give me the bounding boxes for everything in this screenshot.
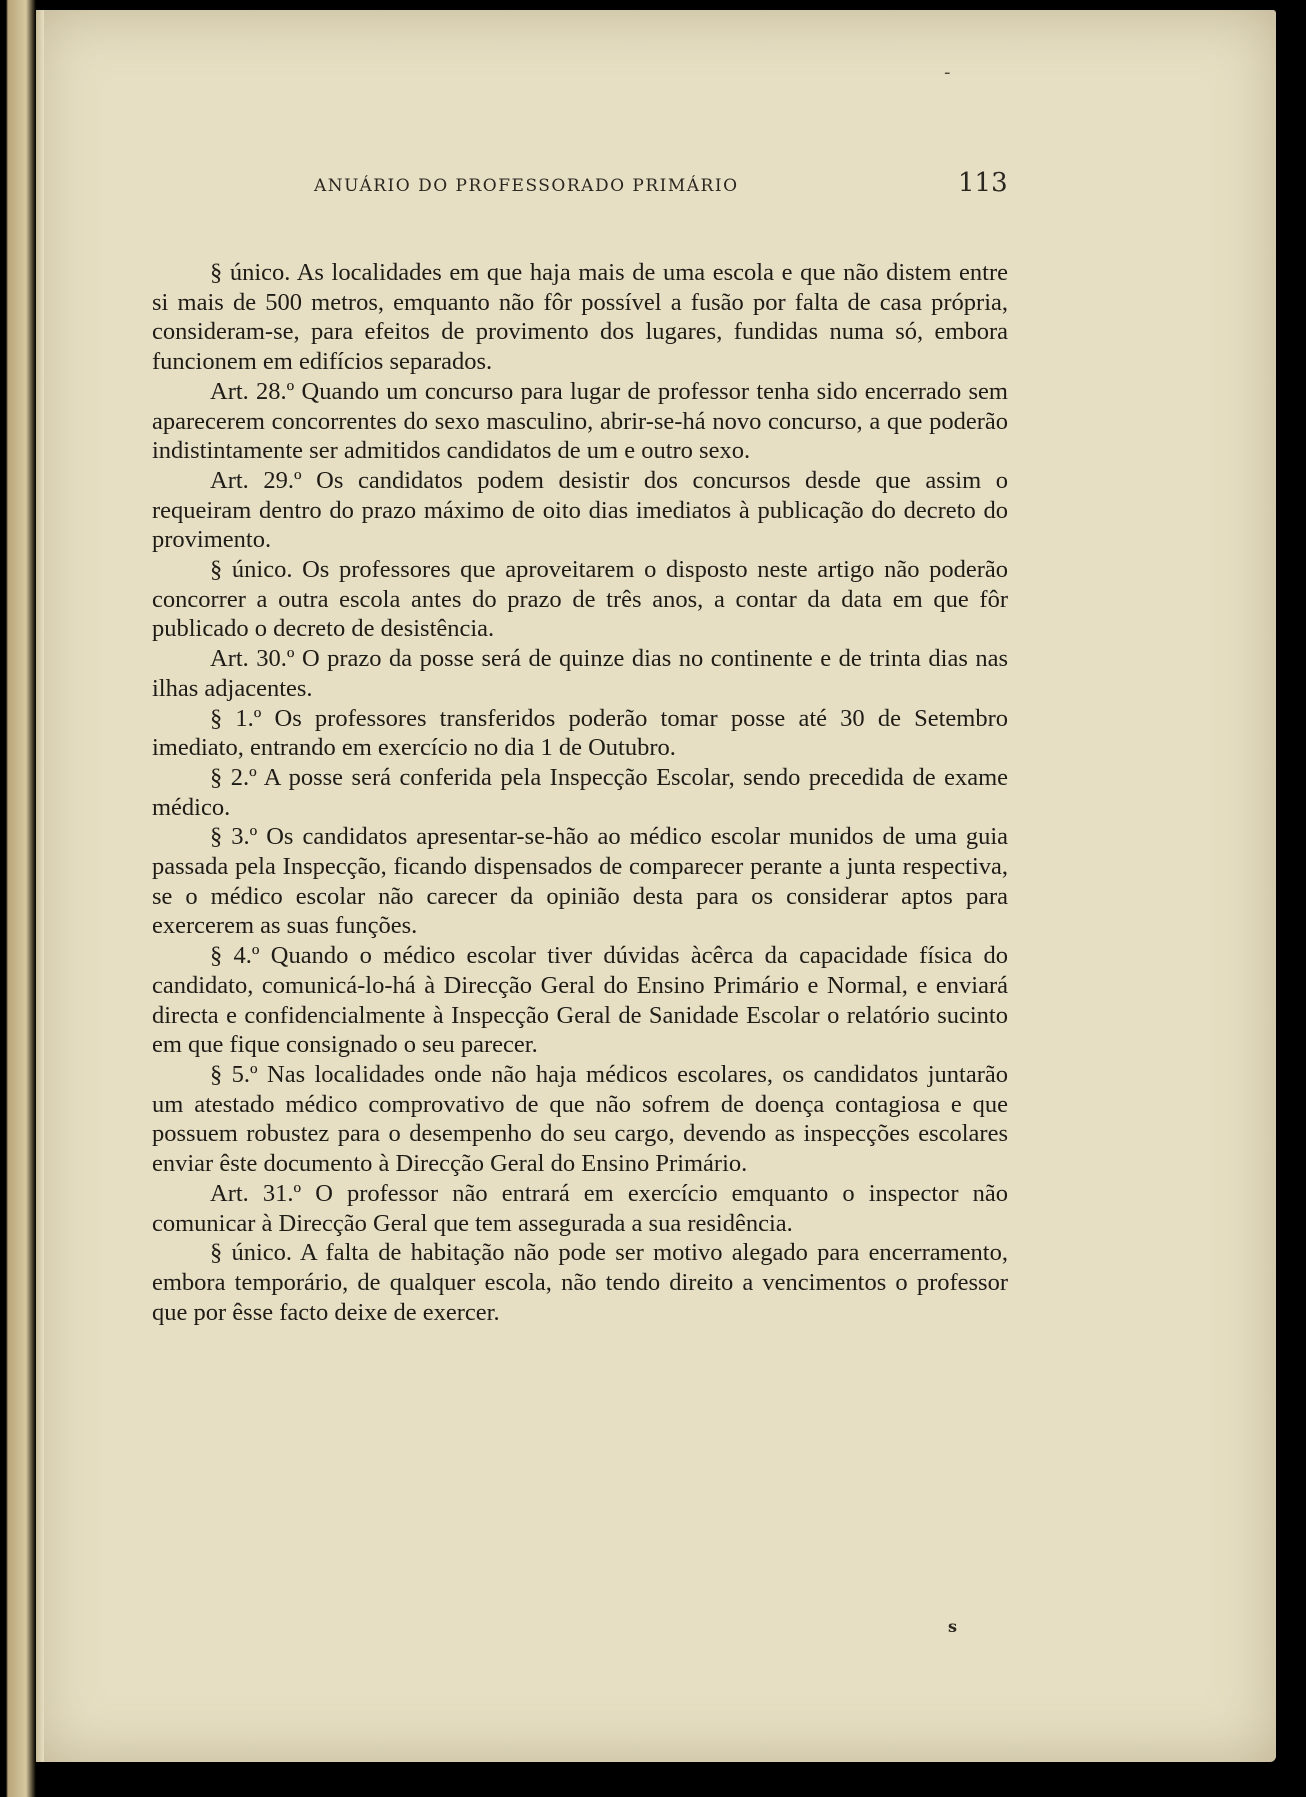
running-title: ANUÁRIO DO PROFESSORADO PRIMÁRIO: [314, 176, 739, 196]
paragraph-sec-3: § 3.º Os candidatos apresentar-se-hão ao médico escolar munidos de uma guia passada pela Inspecção, ficando dispensados de comparecer perante a junta respectiva, se o médico escolar não carecer da opinião desta para os considerar aptos para exercerem as suas funções.: [152, 823, 1008, 940]
page-number: 113: [958, 168, 1008, 198]
paragraph-unico-localidades: § único. As localidades em que haja mais de uma escola e que não distem entre si mais de 500 metros, emquanto não fôr possível a fusão por falta de casa própria, consideram-se, para efeitos de provimento dos lugares, fundidas numa só, embora funcionem em edifícios separados.: [152, 259, 1008, 376]
book-spine-edge: [0, 0, 36, 1797]
paragraph-sec-1: § 1.º Os professores transferidos poderão tomar posse até 30 de Setembro imediato, entrando em exercício no dia 1 de Outubro.: [152, 704, 1008, 762]
paragraph-art-30: Art. 30.º O prazo da posse será de quinze dias no continente e de trinta dias nas ilhas adjacentes.: [152, 645, 1008, 702]
stray-mark-top: -: [944, 62, 951, 83]
paragraph-sec-4: § 4.º Quando o médico escolar tiver dúvidas àcêrca da capacidade física do candidato, comunicá-lo-há à Direcção Geral do Ensino Primário e Normal, e enviará directa e confidencialmente à Inspecção Geral de Sanidade Escolar o relatório sucinto em que fique consignado o seu parecer.: [152, 942, 1008, 1059]
paragraph-art-28: Art. 28.º Quando um concurso para lugar de professor tenha sido encerrado sem aparecerem concorrentes do sexo masculino, abrir-se-há novo concurso, a que poderão indistintamente ser admitidos candidatos de um e outro sexo.: [152, 377, 1008, 465]
paragraph-sec-5: § 5.º Nas localidades onde não haja médicos escolares, os candidatos juntarão um atestado médico comprovativo de que não sofrem de doença contagiosa e que possuem robustez para o desempenho do seu cargo, devendo as inspecções escolares enviar êste documento à Direcção Geral do Ensino Primário.: [152, 1060, 1008, 1178]
signature-mark: s: [948, 1617, 958, 1636]
paragraph-sec-2: § 2.º A posse será conferida pela Inspecção Escolar, sendo precedida de exame médico.: [152, 763, 1008, 821]
paragraph-unico-habitacao: § único. A falta de habitação não pode ser motivo alegado para encerramento, embora temporário, de qualquer escola, não tendo direito a vencimentos o professor que por êsse facto deixe de exercer.: [152, 1239, 1008, 1326]
paragraph-art-29: Art. 29.º Os candidatos podem desistir dos concursos desde que assim o requeiram dentro do prazo máximo de oito dias imediatos à publicação do decreto do provimento.: [152, 466, 1008, 554]
body-text: [152, 258, 1008, 1327]
page-gutter-shadow: [36, 10, 44, 1762]
paragraph-art-31: Art. 31.º O professor não entrará em exercício emquanto o inspector não comunicar à Direcção Geral que tem assegurada a sua residência.: [152, 1179, 1008, 1237]
paragraph-unico-desistencia: § único. Os professores que aproveitarem o disposto neste artigo não poderão concorrer a outra escola antes do prazo de três anos, a contar da data em que fôr publicado o decreto de desistência.: [152, 556, 1008, 643]
running-header: [258, 168, 1018, 208]
